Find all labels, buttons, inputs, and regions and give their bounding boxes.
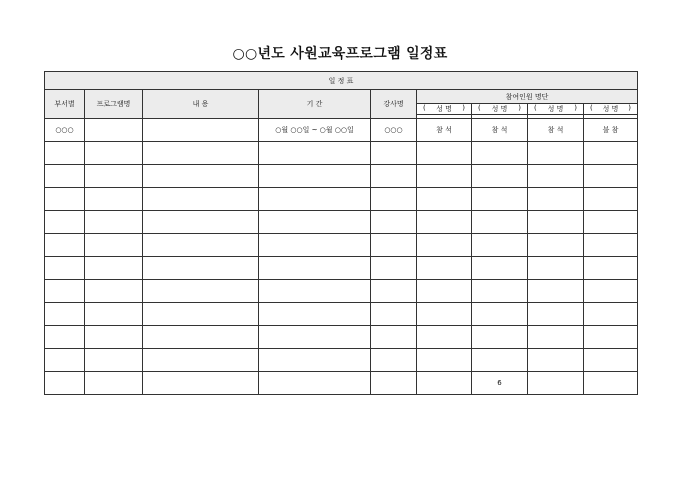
cell-dept — [45, 303, 85, 326]
table-row — [45, 303, 638, 326]
cell-p4 — [584, 142, 638, 165]
cell-content — [143, 349, 259, 372]
table-row — [45, 349, 638, 372]
cell-period — [259, 211, 371, 234]
cell-p3 — [528, 211, 584, 234]
cell-content — [143, 119, 259, 142]
cell-p4: 불 참 — [584, 119, 638, 142]
table-caption: 일 정 표 — [45, 72, 638, 90]
cell-content — [143, 188, 259, 211]
table-row — [45, 119, 638, 142]
cell-p2: 참 석 — [472, 119, 528, 142]
cell-program — [85, 142, 143, 165]
cell-p3 — [528, 234, 584, 257]
table-row — [45, 234, 638, 257]
cell-period — [259, 234, 371, 257]
cell-p4 — [584, 280, 638, 303]
cell-p1 — [417, 165, 472, 188]
cell-dept — [45, 326, 85, 349]
cell-p4 — [584, 211, 638, 234]
cell-p1 — [417, 188, 472, 211]
cell-content — [143, 280, 259, 303]
cell-dept — [45, 280, 85, 303]
cell-dept: ○○○ — [45, 119, 85, 142]
table-row — [45, 257, 638, 280]
cell-program — [85, 119, 143, 142]
cell-content — [143, 142, 259, 165]
cell-p1: 참 석 — [417, 119, 472, 142]
cell-p3 — [528, 165, 584, 188]
header-name-3: ( 성 명 ) — [528, 104, 584, 115]
schedule-data-rows — [45, 119, 638, 395]
cell-p2 — [472, 326, 528, 349]
header-program: 프로그램명 — [85, 90, 143, 119]
cell-period — [259, 326, 371, 349]
cell-p4 — [584, 303, 638, 326]
cell-p2 — [472, 211, 528, 234]
cell-p1 — [417, 349, 472, 372]
header-dept: 부서별 — [45, 90, 85, 119]
cell-p3 — [528, 326, 584, 349]
cell-p4 — [584, 349, 638, 372]
cell-dept — [45, 165, 85, 188]
cell-p2 — [472, 303, 528, 326]
cell-p2: 6 — [472, 372, 528, 395]
cell-p1 — [417, 326, 472, 349]
cell-p3 — [528, 280, 584, 303]
cell-p2 — [472, 142, 528, 165]
schedule-table — [44, 71, 638, 395]
cell-instructor — [371, 349, 417, 372]
cell-p1 — [417, 211, 472, 234]
cell-instructor — [371, 234, 417, 257]
cell-instructor: ○○○ — [371, 119, 417, 142]
table-row — [45, 211, 638, 234]
cell-period — [259, 188, 371, 211]
table-row — [45, 142, 638, 165]
cell-p1 — [417, 372, 472, 395]
cell-dept — [45, 372, 85, 395]
table-caption-row — [45, 72, 638, 90]
cell-p3 — [528, 257, 584, 280]
cell-dept — [45, 211, 85, 234]
cell-dept — [45, 234, 85, 257]
cell-p2 — [472, 234, 528, 257]
header-participants: 참여인원 명단 — [417, 90, 638, 104]
table-row — [45, 280, 638, 303]
cell-period — [259, 280, 371, 303]
cell-p2 — [472, 188, 528, 211]
cell-program — [85, 280, 143, 303]
schedule-table-body — [45, 72, 638, 119]
cell-content — [143, 257, 259, 280]
cell-instructor — [371, 188, 417, 211]
cell-p1 — [417, 142, 472, 165]
cell-period — [259, 349, 371, 372]
cell-instructor — [371, 211, 417, 234]
cell-p3 — [528, 142, 584, 165]
cell-p4 — [584, 257, 638, 280]
cell-dept — [45, 257, 85, 280]
cell-instructor — [371, 280, 417, 303]
cell-p3: 참 석 — [528, 119, 584, 142]
cell-p4 — [584, 165, 638, 188]
cell-instructor — [371, 142, 417, 165]
cell-period — [259, 303, 371, 326]
header-instructor: 강사명 — [371, 90, 417, 119]
header-name-1: ( 성 명 ) — [417, 104, 472, 115]
cell-program — [85, 165, 143, 188]
cell-program — [85, 234, 143, 257]
cell-content — [143, 165, 259, 188]
cell-p1 — [417, 303, 472, 326]
cell-p1 — [417, 234, 472, 257]
cell-p2 — [472, 349, 528, 372]
cell-instructor — [371, 303, 417, 326]
cell-p3 — [528, 188, 584, 211]
cell-p3 — [528, 372, 584, 395]
cell-period — [259, 257, 371, 280]
cell-program — [85, 303, 143, 326]
cell-content — [143, 372, 259, 395]
cell-p3 — [528, 303, 584, 326]
table-row — [45, 188, 638, 211]
cell-content — [143, 211, 259, 234]
header-name-4: ( 성 명 ) — [584, 104, 638, 115]
cell-p1 — [417, 280, 472, 303]
cell-program — [85, 188, 143, 211]
cell-p4 — [584, 372, 638, 395]
table-row — [45, 326, 638, 349]
table-header-row — [45, 90, 638, 104]
cell-dept — [45, 349, 85, 372]
cell-p4 — [584, 188, 638, 211]
cell-p2 — [472, 257, 528, 280]
cell-p2 — [472, 165, 528, 188]
cell-program — [85, 211, 143, 234]
cell-program — [85, 326, 143, 349]
cell-p3 — [528, 349, 584, 372]
cell-dept — [45, 188, 85, 211]
cell-period — [259, 372, 371, 395]
cell-content — [143, 303, 259, 326]
cell-p1 — [417, 257, 472, 280]
cell-program — [85, 257, 143, 280]
cell-period — [259, 165, 371, 188]
table-row — [45, 165, 638, 188]
header-content: 내 용 — [143, 90, 259, 119]
header-period: 기 간 — [259, 90, 371, 119]
cell-instructor — [371, 372, 417, 395]
cell-content — [143, 234, 259, 257]
header-name-2: ( 성 명 ) — [472, 104, 528, 115]
cell-instructor — [371, 165, 417, 188]
cell-period: ○월 ○○일 ~ ○월 ○○일 — [259, 119, 371, 142]
cell-program — [85, 349, 143, 372]
cell-dept — [45, 142, 85, 165]
table-row — [45, 372, 638, 395]
cell-p2 — [472, 280, 528, 303]
document-title: ○○년도 사원교육프로그램 일정표 — [232, 46, 448, 62]
cell-program — [85, 372, 143, 395]
cell-instructor — [371, 257, 417, 280]
cell-p4 — [584, 234, 638, 257]
cell-instructor — [371, 326, 417, 349]
cell-period — [259, 142, 371, 165]
cell-content — [143, 326, 259, 349]
cell-p4 — [584, 326, 638, 349]
